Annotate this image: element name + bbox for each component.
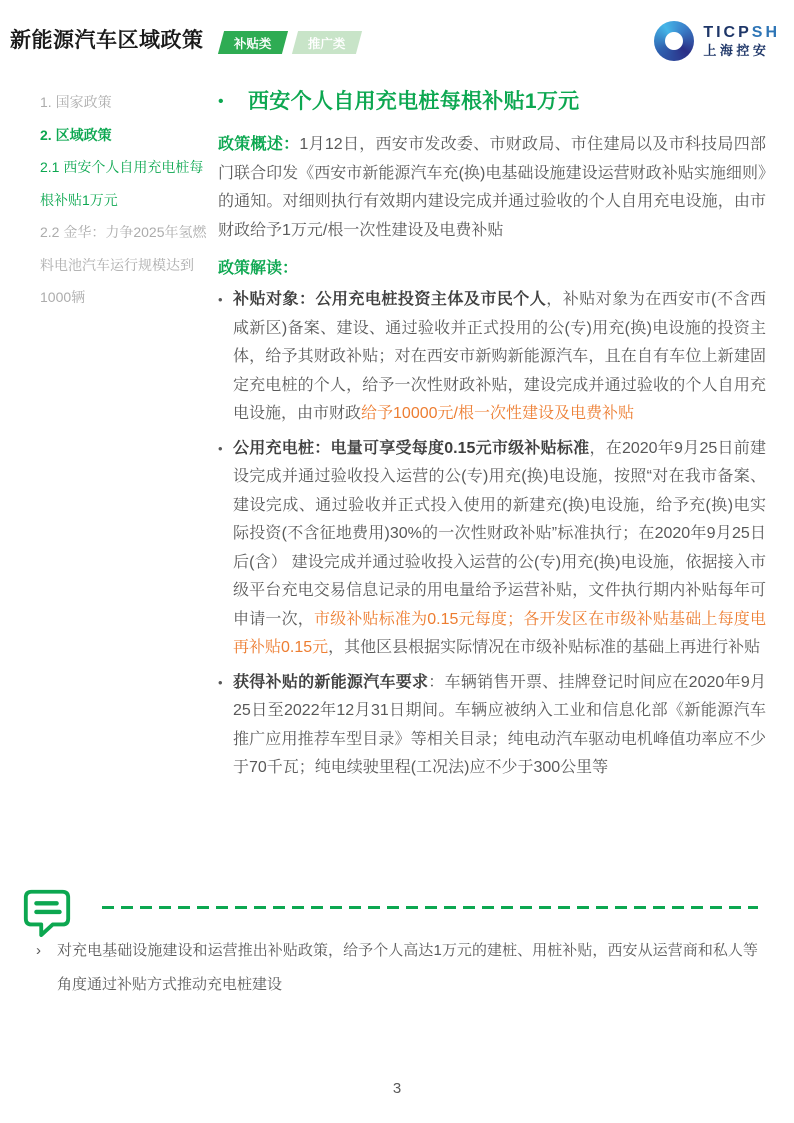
chevron-right-icon: › bbox=[36, 942, 41, 959]
bullet-lead: 获得补贴的新能源汽车要求 bbox=[233, 673, 429, 691]
bullet-body: ：车辆销售开票、挂牌登记时间应在2020年9月25日至2022年12月31日期间。车辆应被纳入工业和信息化部《新能源汽车推广应用推荐车型目录》等相关目录；纯电动汽车驱动电机峰值功率应不少于70千瓦；纯电续驶里程(工况法)应不少于300公里等 bbox=[233, 673, 766, 776]
toc-sidebar bbox=[40, 86, 212, 314]
logo-brand-main: TICP bbox=[703, 23, 752, 41]
list-item bbox=[218, 435, 766, 663]
bullet-highlight: 市级补贴标准为0.15元每度；各开发区在市级补贴基础上每度电再补贴0.15元 bbox=[233, 610, 766, 656]
page-title: 新能源汽车区域政策 bbox=[10, 29, 204, 52]
overview-label: 政策概述： bbox=[218, 136, 300, 153]
tag-promotion bbox=[291, 31, 361, 54]
logo-subtitle: 上海控安 bbox=[703, 42, 770, 58]
tag-promotion-label: 推广类 bbox=[307, 36, 346, 51]
list-item bbox=[218, 669, 766, 783]
comment-icon bbox=[21, 885, 73, 937]
bullet-body: ，补贴对象为在西安市(不含西咸新区)备案、建设、通过验收并正式投用的公(专)用充(换)电设施的投资主体，给予其财政补贴；对在西安市新购新能源汽车，且在自有车位上新建固定充电桩的个人，给予一次性财政补贴，建设完成并通过验收的个人自用充电设施，由市财政 bbox=[233, 291, 766, 422]
logo-brand bbox=[703, 23, 780, 43]
interpretation-label: 政策解读： bbox=[218, 260, 299, 277]
sidebar-item-xian-subsidy[interactable]: 2.1 西安个人自用充电桩每根补贴1万元 bbox=[40, 159, 204, 208]
overview-text: 1月12日，西安市发改委、市财政局、市住建局以及市科技局四部门联合印发《西安市新能源汽车充(换)电基础设施建设运营财政补贴实施细则》的通知。对细则执行有效期内建设完成并通过验收的个人自用充电设施，由市财政给予1万元/根一次性建设及电费补贴 bbox=[218, 136, 766, 239]
tag-subsidy-label: 补贴类 bbox=[234, 36, 272, 51]
bullet-highlight: 给予10000元/根一次性建设及电费补贴 bbox=[361, 405, 634, 422]
logo-text bbox=[703, 23, 780, 59]
bullet-body-after: ，其他区县根据实际情况在市级补贴标准的基础上再进行补贴 bbox=[328, 639, 761, 656]
bullet-body: ，在2020年9月25日前建设完成并通过验收投入运营的公(专)用充(换)电设施，按照“对在我市备案、建设完成、通过验收并正式投入使用的新建充(换)电设施，给予充(换)电实际投资(不含征地费用)30%的一次性财政补贴”标准执行；在2020年9月25日后(含） 建设完成并通过验收投入运营的公(专)用充(换)电设施，依据接入市级平台充电交易信息记录的用电量给予运营补贴，文件执行期内补贴每年可申请一次， bbox=[233, 439, 766, 628]
page-number: 3 bbox=[392, 1080, 402, 1097]
logo-swirl-icon bbox=[654, 21, 694, 61]
bullet-icon: • bbox=[218, 674, 223, 690]
sidebar-item-national-policy[interactable]: 1. 国家政策 bbox=[40, 94, 112, 110]
tag-subsidy bbox=[218, 31, 288, 54]
list-item bbox=[218, 286, 766, 429]
bullet-icon: • bbox=[218, 292, 223, 307]
sidebar-item-regional-policy[interactable]: 2. 区域政策 bbox=[40, 126, 112, 143]
logo-brand-accent: SH bbox=[751, 23, 780, 41]
article-title-row bbox=[218, 88, 766, 116]
dashed-divider bbox=[102, 906, 758, 909]
sidebar-item-jinhua-hydrogen[interactable]: 2.2 金华：力争2025年氢燃料电池汽车运行规模达到1000辆 bbox=[40, 224, 207, 305]
bullet-lead: 公用充电桩：电量可享受每度0.15元市级补贴标准 bbox=[233, 439, 590, 457]
company-logo bbox=[654, 21, 780, 61]
summary-text: 对充电基础设施建设和运营推出补贴政策，给予个人高达1万元的建桩、用桩补贴，西安从运营商和私人等角度通过补贴方式推动充电桩建设 bbox=[57, 942, 758, 993]
bullet-lead: 补贴对象：公用充电桩投资主体及市民个人 bbox=[233, 291, 547, 308]
interpretation-list bbox=[218, 286, 766, 783]
policy-overview-paragraph bbox=[218, 131, 766, 245]
title-bullet: • bbox=[218, 93, 224, 110]
category-tags bbox=[221, 31, 358, 54]
article-title: 西安个人自用充电桩每根补贴1万元 bbox=[248, 90, 580, 113]
main-content bbox=[218, 88, 766, 789]
summary-callout bbox=[36, 934, 758, 1001]
bullet-icon: • bbox=[218, 440, 223, 456]
